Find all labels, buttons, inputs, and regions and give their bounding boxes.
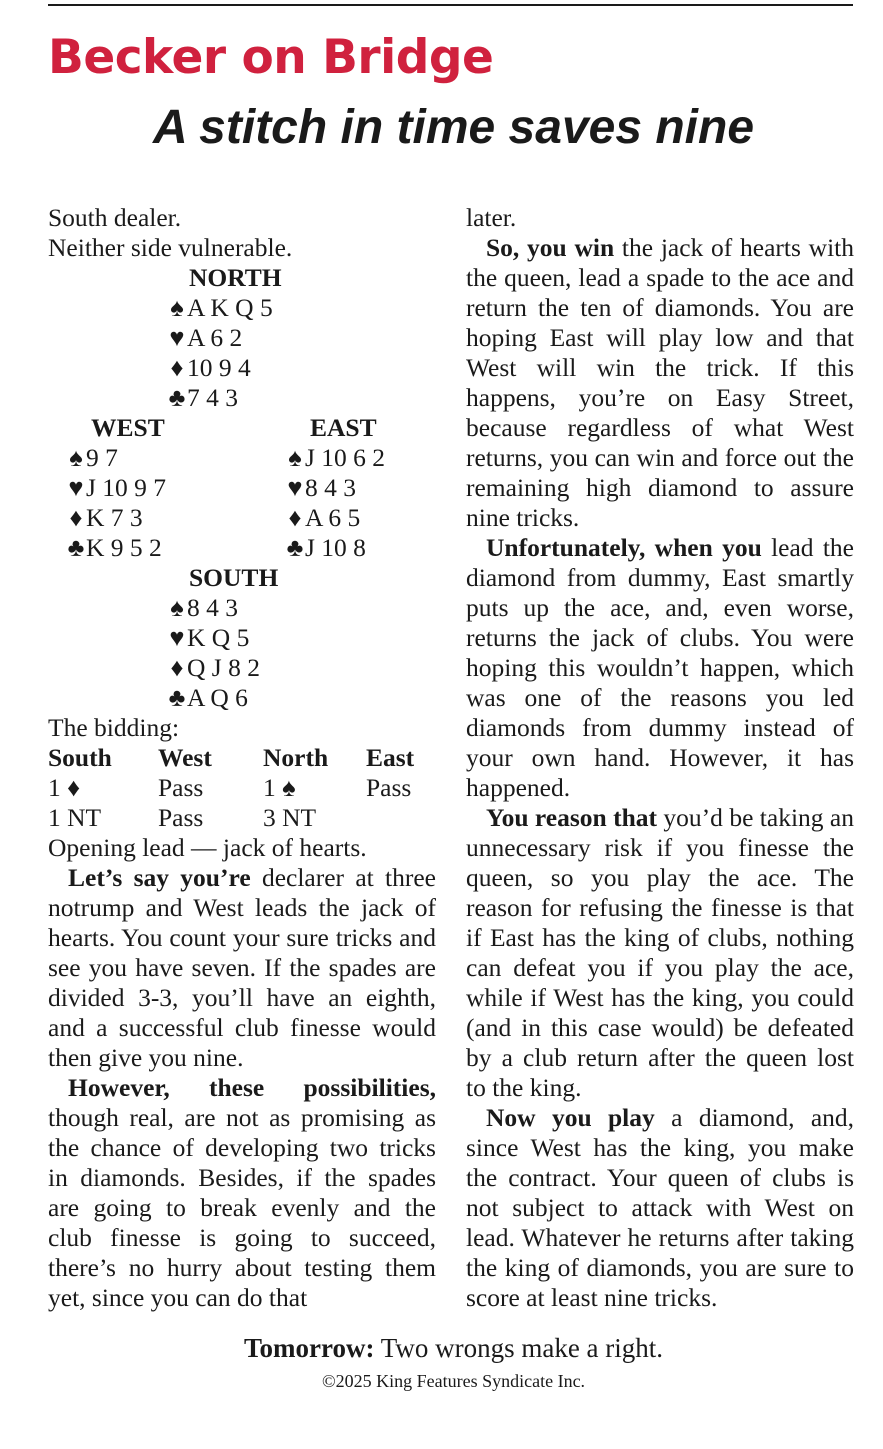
south-clubs: ♣A Q 6 — [168, 683, 248, 712]
diamond-icon: ♦ — [69, 503, 83, 532]
north-hand — [167, 263, 282, 413]
east-hand — [285, 413, 385, 563]
south-diamonds: ♦ Q J 8 2 — [167, 653, 278, 683]
west-hearts: ♥J 10 9 7 — [66, 473, 166, 503]
bid: Pass — [366, 773, 412, 802]
vulnerability-line: Neither side vulnerable. — [48, 233, 293, 262]
east-clubs: ♣J 10 8 — [286, 533, 366, 562]
paragraph: You reason that you’d be taking an unnecessary risk if you finesse the queen, so you play the ace. The reason for refusing the finesse is that if East has the king of clubs, nothing can defeat you if you play the ace, while if West has the king, you could (and in this case would) be defeated by a club return after the queen lost to the king. — [466, 803, 855, 1102]
club-icon: ♣ — [67, 533, 85, 562]
spade-icon: ♠ — [170, 593, 184, 622]
right-column — [466, 203, 854, 1313]
top-rule — [48, 4, 853, 6]
bid — [366, 803, 428, 833]
bidding-row — [48, 803, 428, 833]
heart-icon: ♥ — [169, 323, 185, 352]
heart-icon: ♥ — [287, 473, 303, 502]
bidding-header: East — [366, 743, 415, 772]
bidding-table — [48, 743, 428, 833]
north-spades: ♠ A K Q 5 — [167, 293, 282, 323]
south-spades: ♠ 8 4 3 — [167, 593, 278, 623]
column-title: Becker on Bridge — [48, 30, 494, 85]
bid: 1 ♦ — [48, 773, 81, 802]
heart-icon: ♥ — [68, 473, 84, 502]
north-hearts: ♥A 6 2 — [167, 323, 282, 353]
bid: 1 NT — [48, 803, 102, 832]
north-diamonds: ♦ 10 9 4 — [167, 353, 282, 383]
spade-icon: ♠ — [288, 443, 302, 472]
bidding-header: West — [158, 743, 212, 772]
tomorrow-teaser: Tomorrow: Two wrongs make a right. — [243, 1333, 664, 1363]
paragraph: Now you play a diamond, and, since West has the king, you make the contract. Your queen of clubs is not subject to attack with West on lead. Whatever he returns after taking the king of diamonds, you are sure to score at least nine tricks. — [466, 1103, 855, 1312]
deal-diagram — [48, 203, 436, 833]
paragraph: So, you win the jack of hearts with the queen, lead a spade to the ace and return the ten of diamonds. You are hoping East will play low and that West will win the trick. If this happens, you’re on Easy Street, because regardless of what West returns, you can win and force out the remaining high diamond to assure nine tricks. — [466, 233, 854, 532]
paragraph: Let’s say you’re declarer at three notrump and West leads the jack of hearts. You count your sure tricks and see you have seven. If the spades are divided 3-3, you’ll have an eighth, and a successful club finesse would then give you nine. — [48, 863, 436, 1072]
south-title: SOUTH — [189, 563, 279, 592]
copyright: ©2025 King Features Syndicate Inc. — [321, 1371, 586, 1391]
diamond-icon: ♦ — [170, 653, 184, 682]
bidding-header-row — [48, 743, 428, 773]
club-icon: ♣ — [286, 533, 304, 562]
paragraph: Unfortunately, when you lead the diamond from dummy, East smartly puts up the ace, and, even worse, returns the jack of clubs. You were hoping this wouldn’t happen, which was one of the reasons you led diamonds from dummy instead of your own hand. However, it has happened. — [466, 533, 854, 802]
bidding-label: The bidding: — [48, 713, 180, 742]
north-clubs: ♣7 4 3 — [168, 383, 238, 412]
spade-icon: ♠ — [170, 293, 184, 322]
spade-icon: ♠ — [69, 443, 83, 472]
south-hearts: ♥K Q 5 — [167, 623, 278, 653]
heart-icon: ♥ — [169, 623, 185, 652]
south-hand — [167, 563, 278, 713]
diamond-icon: ♦ — [288, 503, 302, 532]
bidding-row — [48, 773, 428, 803]
left-column — [48, 203, 436, 1313]
club-icon: ♣ — [168, 683, 186, 712]
east-hearts: ♥8 4 3 — [285, 473, 385, 503]
west-title: WEST — [91, 413, 165, 442]
west-hand — [66, 413, 166, 563]
bid: 3 NT — [263, 803, 317, 832]
dealer-line: South dealer. — [48, 203, 182, 232]
bid: Pass — [158, 773, 204, 802]
bidding-header: South — [48, 743, 112, 772]
diamond-icon: ♦ — [170, 353, 184, 382]
bidding-header: North — [263, 743, 329, 772]
east-diamonds: ♦ A 6 5 — [285, 503, 385, 533]
bid: 1 ♠ — [263, 773, 296, 802]
west-diamonds: ♦ K 7 3 — [66, 503, 166, 533]
club-icon: ♣ — [168, 383, 186, 412]
east-spades: ♠ J 10 6 2 — [285, 443, 385, 473]
opening-lead: Opening lead — jack of hearts. — [48, 833, 367, 862]
headline: A stitch in time saves nine — [152, 101, 755, 154]
paragraph: However, these possibilities, though real, are not as promising as the chance of developing two tricks in diamonds. Besides, if the spades are going to break evenly and the club finesse is going to succeed, there’s no hurry about testing them yet, since you can do that — [48, 1073, 436, 1312]
east-title: EAST — [310, 413, 377, 442]
paragraph-continuation: later. — [466, 203, 517, 232]
bid: Pass — [158, 803, 204, 832]
north-title: NORTH — [189, 263, 282, 292]
west-spades: ♠ 9 7 — [66, 443, 166, 473]
west-clubs: ♣K 9 5 2 — [67, 533, 162, 562]
